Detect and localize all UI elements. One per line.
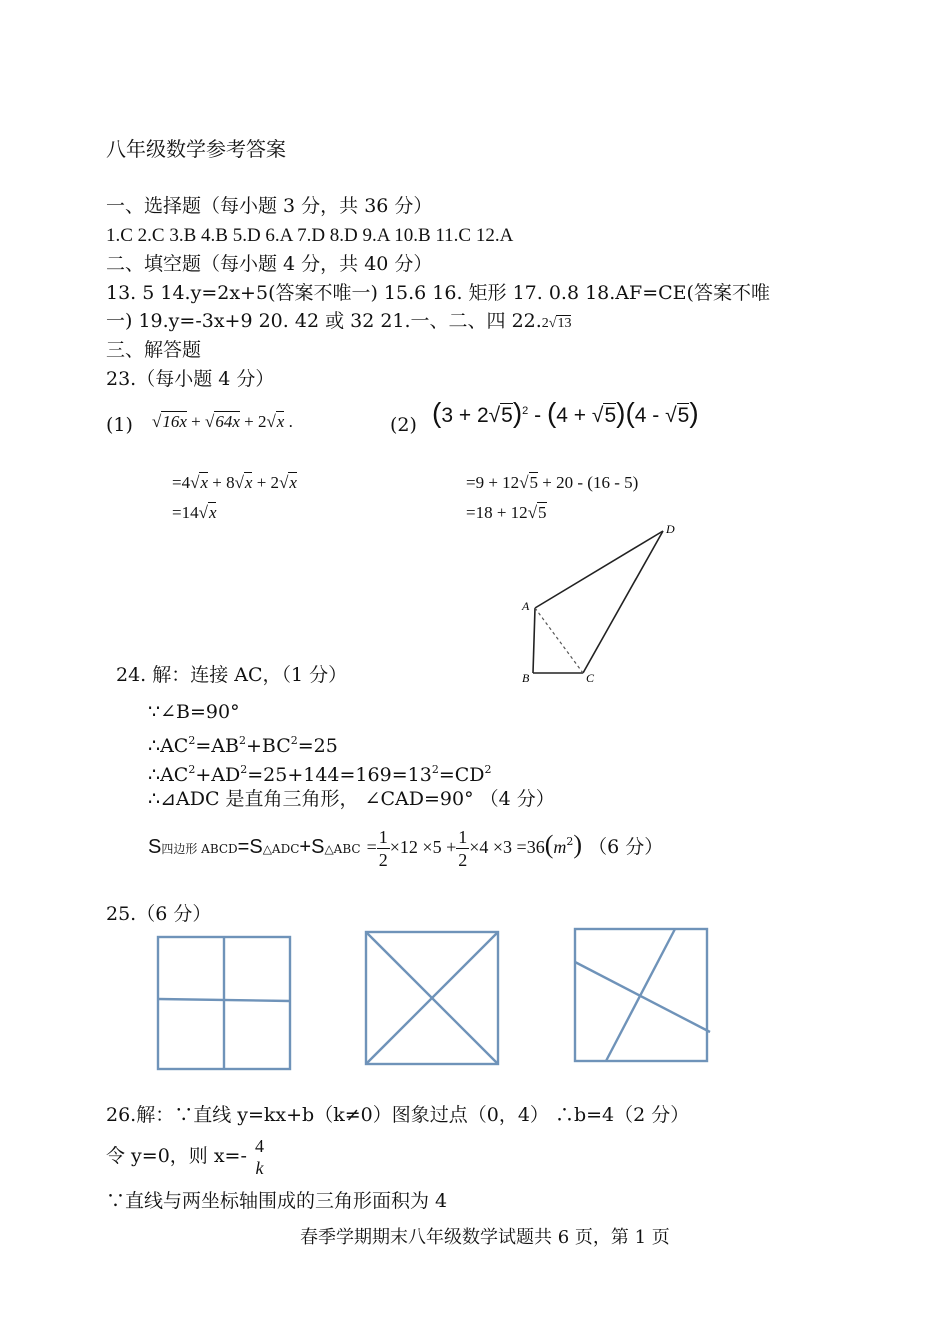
area-mid-2: ×4 ×3 =36 [469, 837, 545, 857]
diagonal-ac [535, 608, 583, 673]
section-1-answers: 1.C 2.C 3.B 4.B 5.D 6.A 7.D 8.D 9.A 10.B 11.C 12.A [106, 225, 514, 246]
question-26-line-1: 26.解：∵直线 y=kx+b（k≠0）图象过点（0，4） ∴b=4（2 分） [106, 1104, 690, 1126]
area-sub-abcd: 四边形 ABCD [161, 842, 238, 856]
step-1-coef-1: =4 [172, 473, 191, 492]
question-23-2-label: (2) [390, 414, 417, 436]
step-2-rad: x [208, 503, 217, 522]
question-23-1-label: (1) [106, 414, 133, 436]
frac2-den: 2 [458, 849, 468, 870]
area-score: （6 分） [588, 836, 664, 858]
page-title: 八年级数学参考答案 [106, 137, 286, 161]
q26-line2-text: 令 y=0，则 x=- [106, 1145, 247, 1167]
q23-2-step-1-head: =9 + 12 [466, 473, 520, 492]
q23-2-step-2-head: =18 + 12 [466, 503, 528, 522]
question-23-2-step-2: =18 + 12√5 [466, 503, 547, 522]
area-unit: m [553, 837, 567, 857]
question-25-heading: 25.（6 分） [106, 903, 212, 925]
step3-a: ∴AC [148, 764, 189, 786]
question-23-heading: 23.（每小题 4 分） [106, 368, 275, 390]
frac2-num: 1 [458, 826, 468, 847]
question-23-2-expression: $(3 + 2√5)^2 - (4 + √5)(4 - √5)$ [432, 397, 699, 428]
section-2-line-1: 13. 5 14.y=2x+5(答案不唯一) 15.6 16. 矩形 17. 0.8 18.AF=CE(答案不唯 [106, 282, 770, 304]
edge-dc [583, 531, 663, 673]
area-s1: S [148, 836, 162, 858]
question-24-step-4: ∴⊿ADC 是直角三角形， ∠CAD=90° （4 分） [148, 788, 555, 810]
question-26-line-2 [106, 1134, 266, 1179]
frac-den-k: k [255, 1158, 264, 1178]
coef-2: 2 [257, 412, 267, 431]
frac1-den: 2 [378, 849, 388, 870]
page-footer: 春季学期期末八年级数学试题共 6 页，第 1 页 [300, 1227, 670, 1248]
edge-ad [535, 531, 663, 608]
label-a: A [522, 599, 530, 613]
step2-d: =25 [297, 735, 338, 757]
step-1-rad-3: x [289, 473, 297, 492]
question-24-heading: 24. 解：连接 AC，（1 分） [116, 664, 348, 686]
answer-22-coef: 2 [541, 316, 549, 331]
step3-c: =25+144=169=13 [247, 764, 432, 786]
section-2-heading: 二、填空题（每小题 4 分，共 40 分） [106, 253, 433, 275]
area-mid-1: ×12 ×5 + [389, 837, 457, 857]
square-3-line-2 [606, 929, 675, 1061]
step-1-rad-1: x [200, 473, 208, 492]
label-c: C [586, 671, 595, 685]
step-1-coef-3: + 2 [256, 473, 280, 492]
step-1-rad-2: x [244, 473, 253, 492]
fraction-half-2 [456, 826, 469, 871]
area-plus: +S [299, 836, 325, 858]
question-23-1-expression: √16x + √64x + 2√x . [152, 412, 293, 431]
square-division-figures [150, 925, 720, 1075]
area-eq: =S [237, 836, 263, 858]
step3-d: =CD [438, 764, 485, 786]
area-sub-adc: △ADC [262, 842, 300, 856]
q23-2-step-1-tail: + 20 - (16 - 5) [542, 473, 639, 492]
question-24-step-3: $\therefore AC^2+AD^2=25+144=169=13^2=CD^2$ [148, 763, 492, 786]
fraction-half-1 [377, 826, 390, 871]
question-23-1-step-2: =14√x [172, 503, 217, 522]
answer-22-radicand: 13 [557, 316, 572, 331]
label-d: D [666, 522, 675, 536]
radicand-16x: 16x [162, 412, 187, 431]
section-2-line-2-text: 一) 19.y=-3x+9 20. 42 或 32 21.一、二、四 22. [106, 310, 542, 332]
radicand-x: x [276, 412, 285, 431]
frac1-num: 1 [378, 826, 388, 847]
step2-a: ∴AC [148, 735, 189, 757]
square-1-horizontal [158, 999, 290, 1001]
section-3-heading: 三、解答题 [106, 339, 202, 361]
step-1-coef-2: + 8 [212, 473, 235, 492]
section-1-heading: 一、选择题（每小题 3 分，共 36 分） [106, 195, 433, 217]
answer-22: 2√13 [541, 316, 572, 331]
edge-ab [533, 608, 535, 673]
q23-2-step-1-rad: 5 [529, 473, 539, 492]
question-24-step-1: ∵∠B=90° [148, 701, 240, 723]
square-3-line-1 [575, 962, 710, 1032]
fraction-4-over-k [253, 1135, 266, 1179]
section-2-line-2 [106, 309, 571, 336]
quadrilateral-figure [510, 518, 690, 688]
area-sub-abc: △ABC [324, 842, 361, 856]
label-b: B [522, 671, 530, 685]
question-24-step-2: $\therefore AC^2=AB^2+BC^2=25$ [148, 734, 338, 757]
frac-num-4: 4 [254, 1136, 264, 1156]
step2-c: +BC [245, 735, 291, 757]
question-24-area-formula: S四边形 ABCD=S△ADC+S△ABC = $\frac{1}{2}$ ×12 ×5 + $\frac{1}{2}$ $\times 4 \times 3 =36(m^2)$ （6 分） [148, 826, 664, 870]
step2-b: =AB [195, 735, 239, 757]
step3-b: +AD [195, 764, 241, 786]
question-23-1-step-1: =4√x + 8√x + 2√x [172, 473, 297, 492]
radicand-64x: 64x [215, 412, 240, 431]
question-26-line-3: ∵直线与两坐标轴围成的三角形面积为 4 [106, 1190, 448, 1212]
question-23-2-step-1: =9 + 12√5 + 20 - (16 - 5) [466, 473, 639, 492]
q23-2-step-2-rad: 5 [538, 503, 547, 522]
step-2-coef: =14 [172, 503, 199, 522]
